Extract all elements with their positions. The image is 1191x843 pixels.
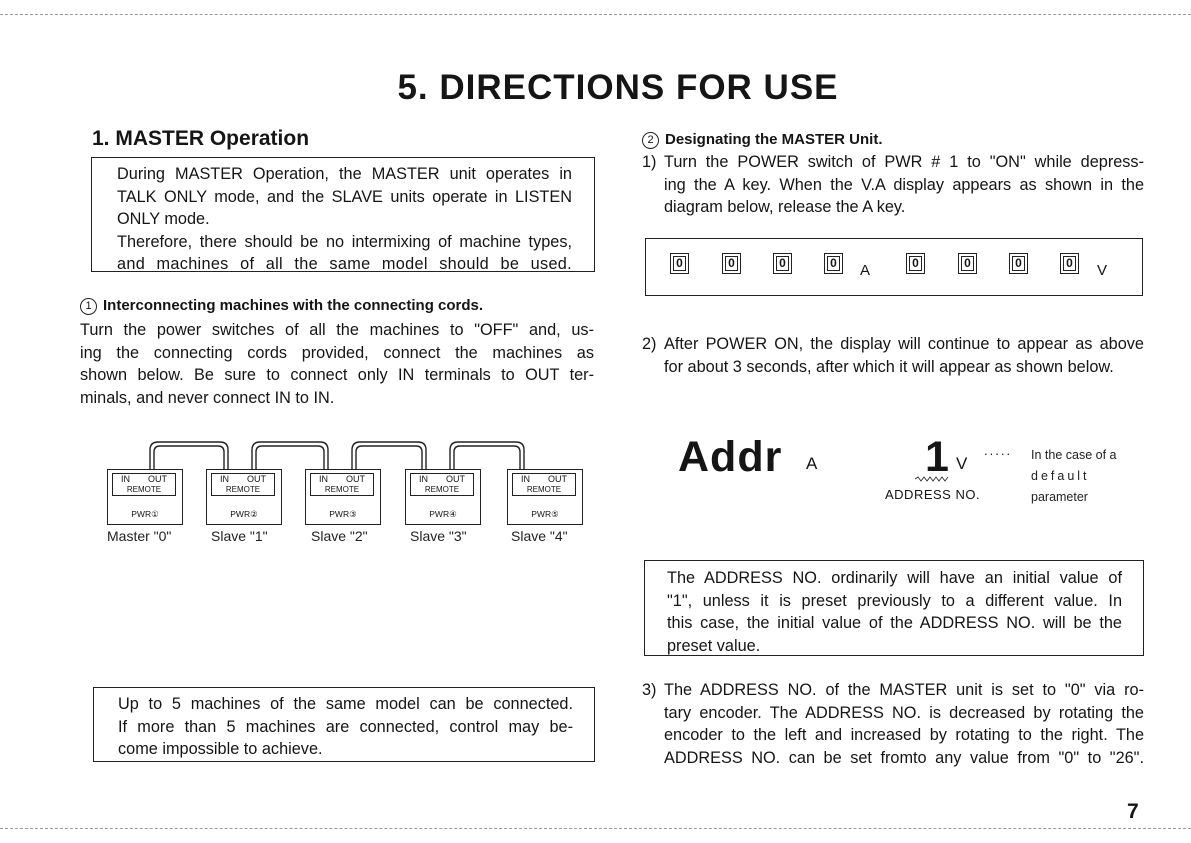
- default-note-line: parameter: [1031, 490, 1088, 504]
- digit-cell: 0: [722, 253, 741, 274]
- digit-cell: 0: [958, 253, 977, 274]
- address-note-line: The ADDRESS NO. ordinarily will have an initial value of: [667, 569, 1122, 587]
- out-terminal-label: OUT: [548, 474, 567, 484]
- machine-unit: [305, 469, 381, 525]
- item3-line: tary encoder. The ADDRESS NO. is decreased by rotating the: [664, 703, 1144, 722]
- display-suffix-v: V: [1097, 262, 1108, 279]
- intro-line: and machines of all the same model should be used.: [117, 255, 572, 273]
- digit-cell: 0: [824, 253, 843, 274]
- intro-line: Therefore, there should be no intermixing of machine types,: [117, 232, 572, 251]
- bottom-note-box: [93, 687, 595, 762]
- step2-item3: [642, 679, 1144, 769]
- page-title: 5. DIRECTIONS FOR USE: [397, 68, 839, 107]
- step2-item2: [642, 333, 1144, 378]
- item2-line: After POWER ON, the display will continue to appear as above: [664, 335, 1144, 353]
- machine-unit: [107, 469, 183, 525]
- addr-suffix-a: A: [806, 454, 818, 473]
- machine-label: Slave "1": [211, 528, 268, 544]
- default-note: [1031, 445, 1116, 508]
- remote-label: REMOTE: [225, 485, 261, 494]
- step1-heading-text: Interconnecting machines with the connecting cords.: [103, 297, 484, 314]
- wavy-underline: [914, 476, 952, 482]
- digit-cell: 0: [670, 253, 689, 274]
- step1-line: ing the connecting cords provided, connect the machines as: [80, 343, 594, 362]
- bottom-note-line: Up to 5 machines of the same model can be connected.: [118, 695, 573, 713]
- power-label: PWR①: [131, 509, 159, 519]
- remote-label: REMOTE: [526, 485, 562, 494]
- machine-label: Slave "4": [511, 528, 568, 544]
- address-note-line: this case, the initial value of the ADDRESS NO. will be the: [667, 614, 1122, 632]
- display-suffix-a: A: [860, 262, 871, 279]
- machine-label: Master "0": [107, 528, 172, 544]
- address-value: 1: [925, 433, 949, 481]
- remote-label: REMOTE: [324, 485, 360, 494]
- remote-label: REMOTE: [126, 485, 162, 494]
- remote-label: REMOTE: [424, 485, 460, 494]
- item1-line: ing the A key. When the V.A display appears as shown in the: [664, 175, 1144, 194]
- machine-unit: [405, 469, 481, 525]
- step2-heading-text: Designating the MASTER Unit.: [665, 131, 883, 148]
- bottom-note-line: come impossible to achieve.: [118, 740, 323, 758]
- intro-line: ONLY mode.: [117, 210, 210, 228]
- bottom-note-line: If more than 5 machines are connected, control may be-: [118, 717, 573, 736]
- out-terminal-label: OUT: [446, 474, 465, 484]
- default-note-line: In the case of a: [1031, 448, 1117, 462]
- step-number-badge: 2: [642, 132, 659, 149]
- in-terminal-label: IN: [220, 474, 229, 484]
- item3-line: ADDRESS NO. can be set fromto any value from "0" to "26".: [664, 748, 1144, 767]
- in-terminal-label: IN: [121, 474, 130, 484]
- digit-cell: 0: [773, 253, 792, 274]
- step1-line: Turn the power switches of all the machines to "OFF" and, us-: [80, 321, 594, 339]
- addr-readout: Addr: [678, 433, 783, 481]
- digit-cell: 0: [1060, 253, 1079, 274]
- item-number: 2): [642, 335, 657, 353]
- step2-item1: [642, 151, 1144, 219]
- machine-label: Slave "2": [311, 528, 368, 544]
- intro-line: TALK ONLY mode, and the SLAVE units operate in LISTEN: [117, 187, 572, 206]
- default-note-line: default: [1031, 469, 1090, 483]
- machine-unit: [507, 469, 583, 525]
- addr-suffix-v: V: [956, 454, 968, 473]
- step1-line: minals, and never connect IN to IN.: [80, 388, 335, 407]
- address-note-box: [644, 560, 1144, 656]
- power-label: PWR③: [329, 509, 357, 519]
- digit-cell: 0: [1009, 253, 1028, 274]
- leader-dots: .....: [984, 443, 1013, 458]
- machine-label: Slave "3": [410, 528, 467, 544]
- bottom-scan-rule: [0, 828, 1191, 829]
- in-terminal-label: IN: [521, 474, 530, 484]
- page-number: 7: [1127, 800, 1139, 823]
- machine-unit: [206, 469, 282, 525]
- section-heading: 1. MASTER Operation: [92, 127, 310, 150]
- power-label: PWR④: [429, 509, 457, 519]
- item2-line: for about 3 seconds, after which it will appear as shown below.: [664, 357, 1114, 376]
- item3-line: The ADDRESS NO. of the MASTER unit is set to "0" via ro-: [664, 681, 1144, 699]
- in-terminal-label: IN: [319, 474, 328, 484]
- item1-line: Turn the POWER switch of PWR # 1 to "ON" while depress-: [664, 153, 1144, 171]
- address-note-line: "1", unless it is preset previously to a different value. In: [667, 591, 1122, 610]
- digit-cell: 0: [906, 253, 925, 274]
- out-terminal-label: OUT: [346, 474, 365, 484]
- power-label: PWR⑤: [531, 509, 559, 519]
- out-terminal-label: OUT: [247, 474, 266, 484]
- item-number: 1): [642, 153, 657, 171]
- step1-line: shown below. Be sure to connect only IN terminals to OUT ter-: [80, 366, 594, 384]
- step-number-badge: 1: [80, 298, 97, 315]
- out-terminal-label: OUT: [148, 474, 167, 484]
- intro-line: During MASTER Operation, the MASTER unit operates in: [117, 165, 572, 183]
- step2-heading: [642, 131, 883, 149]
- address-note-line: preset value.: [667, 636, 761, 655]
- item-number: 3): [642, 681, 657, 699]
- item3-line: encoder to the left and increased by rotating to the right. The: [664, 726, 1144, 744]
- power-label: PWR②: [230, 509, 258, 519]
- address-no-label: ADDRESS NO.: [885, 487, 981, 502]
- item1-line: diagram below, release the A key.: [664, 198, 906, 216]
- in-terminal-label: IN: [419, 474, 428, 484]
